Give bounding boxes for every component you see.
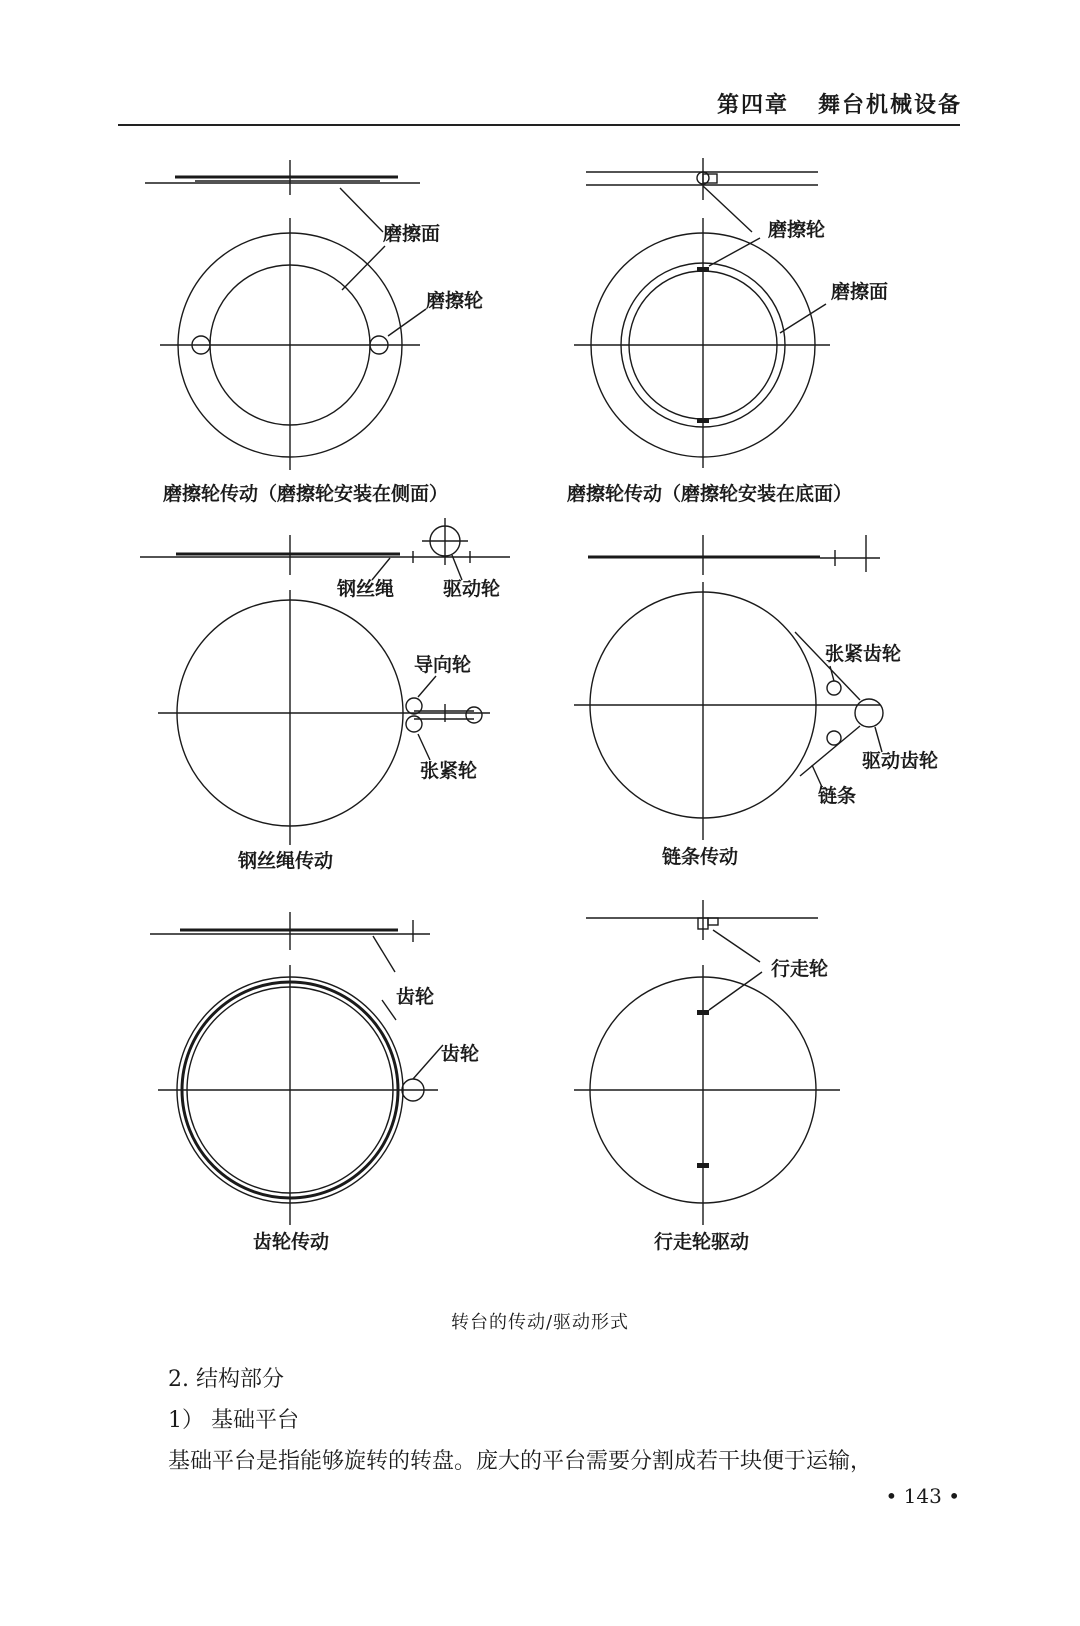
label-friction-wheel-1: 磨擦轮 [426,290,484,312]
running-head: 第四章 舞台机械设备 [717,92,962,118]
plan-view-wire-rope [158,590,490,845]
side-view-gear [150,912,430,972]
caption-friction-side: 磨擦轮传动（磨擦轮安装在侧面） [163,483,449,505]
panel-gear [150,912,479,1253]
label-drive-wheel: 驱动轮 [443,578,501,600]
caption-chain: 链条传动 [662,846,739,868]
side-view-wire-rope [140,518,510,580]
panel-friction-side [145,160,483,505]
label-wire-rope: 钢丝绳 [337,578,395,600]
label-tension-sprocket: 张紧齿轮 [825,643,902,665]
label-guide-wheel: 导向轮 [414,654,472,676]
side-view-chain [588,535,880,575]
side-view-walking-wheel [586,900,818,962]
figure-caption: 转台的传动/驱动形式 [450,1312,630,1333]
subsection-heading: 1） 基础平台 [168,1408,299,1433]
label-friction-surface-1: 磨擦面 [383,223,441,245]
panel-walking-wheel [574,900,840,1253]
label-tension-wheel: 张紧轮 [420,760,478,782]
caption-wire-rope: 钢丝绳传动 [238,850,334,872]
caption-gear: 齿轮传动 [253,1231,330,1253]
label-gear-2: 齿轮 [441,1043,480,1065]
caption-walking-wheel: 行走轮驱动 [654,1231,750,1253]
panel-chain [574,535,938,868]
label-friction-surface-2: 磨擦面 [831,281,889,303]
label-walking-wheel: 行走轮 [771,958,829,980]
plan-view-walking-wheel [574,965,840,1225]
caption-friction-bottom: 磨擦轮传动（磨擦轮安装在底面） [567,483,853,505]
label-chain: 链条 [818,785,857,807]
panel-friction-bottom [567,158,888,505]
section-heading: 2. 结构部分 [168,1367,284,1392]
body-paragraph: 基础平台是指能够旋转的转盘。庞大的平台需要分割成若干块便于运输， [168,1449,873,1474]
panel-wire-rope [140,518,510,872]
label-friction-wheel-2: 磨擦轮 [768,219,826,241]
label-drive-sprocket: 驱动齿轮 [862,750,939,772]
label-gear-1: 齿轮 [396,986,435,1008]
side-view-friction-side [145,160,420,195]
page-number: • 143 • [885,1484,960,1508]
side-view-friction-bottom [586,158,818,200]
